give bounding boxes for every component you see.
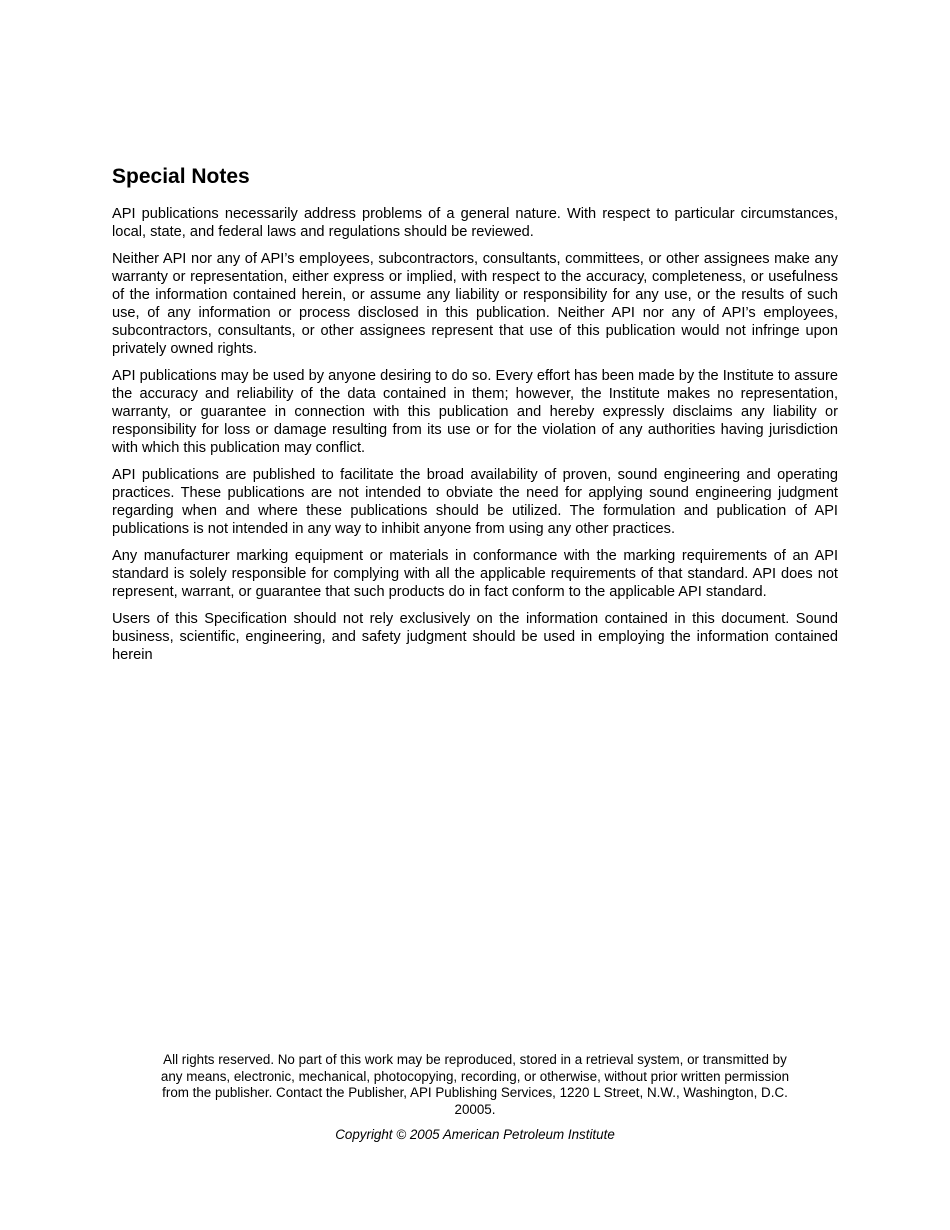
footer [160, 1052, 790, 1143]
copyright-notice: Copyright © 2005 American Petroleum Institute [335, 1127, 615, 1142]
paragraph-no-warranty: Neither API nor any of API’s employees, subcontractors, consultants, committees, or other assignees make any warranty or representation, either express or implied, with respect to the accuracy, completeness, or usefulness of the information contained herein, or assume any liability or responsibility for any use, or the results of such use, of any information or process disclosed in this publication. Neither API nor any of API’s employees, subcontractors, consultants, or other assignees represent that use of this publication would not infringe upon privately owned rights. [112, 251, 838, 357]
paragraph-engineering-practices: API publications are published to facilitate the broad availability of proven, sound engineering and operating practices. These publications are not intended to obviate the need for applying sound engineering judgment regarding when and where these publications should be utilized. The formulation and publication of API publications is not intended in any way to inhibit anyone from using any other practices. [112, 467, 838, 537]
paragraph-users-reliance: Users of this Specification should not rely exclusively on the information contained in this document. Sound business, scientific, engineering, and safety judgment should be used in employing the information contained herein [112, 611, 838, 663]
rights-notice: All rights reserved. No part of this work may be reproduced, stored in a retrieval system, or transmitted by any means, electronic, mechanical, photocopying, recording, or otherwise, without prior written permission from the publisher. Contact the Publisher, API Publishing Services, 1220 L Street, N.W., Washington, D.C. 20005. [160, 1052, 790, 1117]
special-notes-section [112, 163, 838, 673]
paragraph-use-disclaimer: API publications may be used by anyone desiring to do so. Every effort has been made by the Institute to assure the accuracy and reliability of the data contained in them; however, the Institute makes no representation, warranty, or guarantee in connection with this publication and hereby expressly disclaims any liability or responsibility for loss or damage resulting from its use or for the violation of any authorities having jurisdiction with which this publication may conflict. [112, 368, 838, 456]
page-title: Special Notes [112, 165, 250, 188]
paragraph-manufacturer-marking: Any manufacturer marking equipment or materials in conformance with the marking requirements of an API standard is solely responsible for complying with all the applicable requirements of that standard. API does not represent, warrant, or guarantee that such products do in fact conform to the applicable API standard. [112, 548, 838, 600]
paragraph-general-nature: API publications necessarily address problems of a general nature. With respect to particular circumstances, local, state, and federal laws and regulations should be reviewed. [112, 206, 838, 240]
